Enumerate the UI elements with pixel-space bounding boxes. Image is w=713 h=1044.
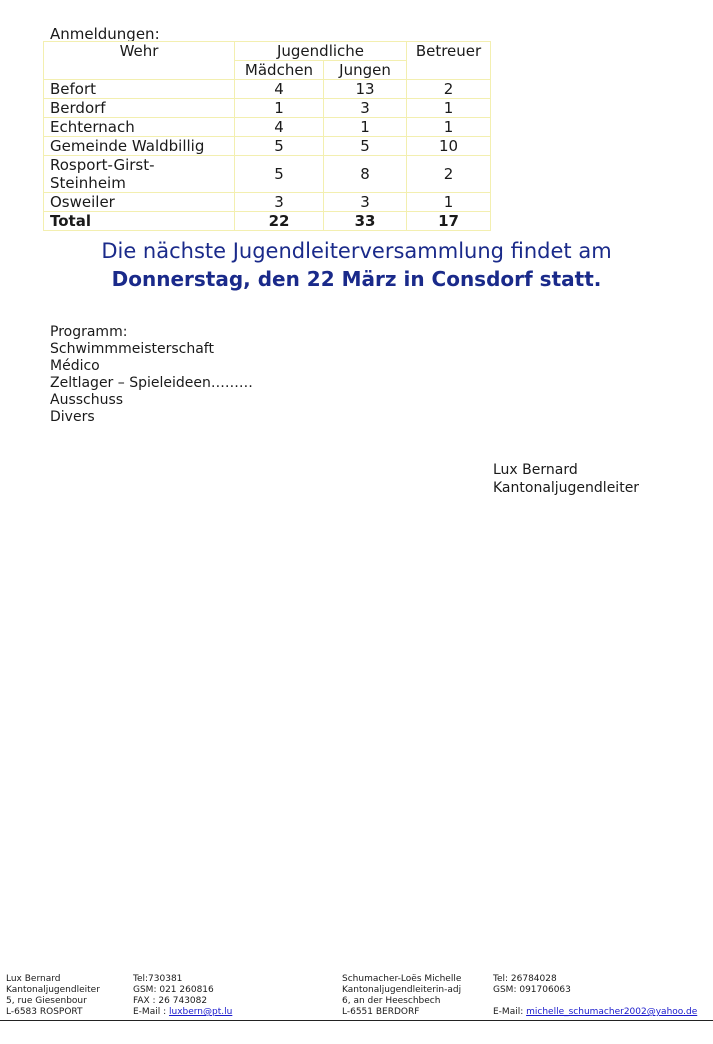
- footer-divider: [0, 1020, 713, 1021]
- program-section: [50, 324, 253, 426]
- cell-jungen: 3: [324, 193, 407, 212]
- cell-jungen: 1: [324, 118, 407, 137]
- cell-betreuer: 1: [407, 193, 491, 212]
- footer-left-city: L-6583 ROSPORT: [6, 1007, 83, 1017]
- cell-wehr: Rosport-Girst-Steinheim: [44, 156, 235, 193]
- cell-maedchen: 4: [235, 80, 324, 99]
- header-betreuer: Betreuer: [407, 42, 491, 80]
- program-item: Divers: [50, 409, 95, 425]
- footer-right-street: 6, an der Heeschbech: [342, 996, 441, 1006]
- cell-maedchen: 5: [235, 156, 324, 193]
- cell-maedchen: 3: [235, 193, 324, 212]
- footer-right-address: [342, 974, 461, 1018]
- program-item: Ausschuss: [50, 392, 124, 408]
- footer-left-fax: FAX : 26 743082: [133, 996, 208, 1006]
- footer-left-email-link[interactable]: luxbern@pt.lu: [168, 1007, 233, 1017]
- table-total-row: [44, 212, 491, 231]
- cell-jungen: 8: [324, 156, 407, 193]
- cell-wehr: Osweiler: [44, 193, 235, 212]
- footer-left-email-label: E-Mail :: [133, 1007, 169, 1017]
- program-item: Zeltlager – Spieleideen………: [50, 375, 253, 391]
- cell-total-jungen: 33: [324, 212, 407, 231]
- cell-wehr: Berdorf: [44, 99, 235, 118]
- cell-betreuer: 1: [407, 99, 491, 118]
- meeting-announcement: [0, 237, 713, 293]
- cell-maedchen: 5: [235, 137, 324, 156]
- header-wehr: Wehr: [44, 42, 235, 80]
- cell-total-maedchen: 22: [235, 212, 324, 231]
- cell-betreuer: 2: [407, 80, 491, 99]
- table-row: [44, 80, 491, 99]
- registrations-heading: Anmeldungen:: [50, 25, 160, 43]
- footer-right-spacer: [493, 996, 697, 1007]
- cell-total-label: Total: [44, 212, 235, 231]
- cell-maedchen: 1: [235, 99, 324, 118]
- table-row: [44, 99, 491, 118]
- program-heading: Programm:: [50, 324, 128, 340]
- program-item: Schwimmmeisterschaft: [50, 341, 214, 357]
- cell-betreuer: 10: [407, 137, 491, 156]
- footer-right-email-line: [493, 1007, 697, 1018]
- footer-left-contact: [133, 974, 232, 1018]
- footer-left-tel: Tel:730381: [133, 974, 183, 984]
- cell-wehr: Gemeinde Waldbillig: [44, 137, 235, 156]
- program-item: Médico: [50, 358, 100, 374]
- table-row: [44, 156, 491, 193]
- announcement-line-2: Donnerstag, den 22 März in Consdorf statt.: [111, 267, 602, 291]
- footer-left-name: Lux Bernard: [6, 974, 61, 984]
- cell-wehr: Befort: [44, 80, 235, 99]
- footer-right-title: Kantonaljugendleiterin-adj: [342, 985, 462, 995]
- cell-betreuer: 1: [407, 118, 491, 137]
- registrations-table: [43, 41, 491, 231]
- footer-right-city: L-6551 BERDORF: [342, 1007, 420, 1017]
- signature-name: Lux Bernard: [493, 462, 578, 478]
- footer-right-email-label: E-Mail:: [493, 1007, 527, 1017]
- table-row: [44, 118, 491, 137]
- footer-left-gsm: GSM: 021 260816: [133, 985, 214, 995]
- cell-jungen: 13: [324, 80, 407, 99]
- header-maedchen: Mädchen: [235, 61, 324, 80]
- footer-right-contact: [493, 974, 697, 1018]
- cell-maedchen: 4: [235, 118, 324, 137]
- signature-title: Kantonaljugendleiter: [493, 480, 640, 496]
- footer-right-email-link[interactable]: michelle_schumacher2002@yahoo.de: [526, 1007, 698, 1017]
- header-jungen: Jungen: [324, 61, 407, 80]
- footer-left-title: Kantonaljugendleiter: [6, 985, 100, 995]
- footer-right-tel: Tel: 26784028: [493, 974, 557, 984]
- table-row: [44, 137, 491, 156]
- signature-block: [493, 461, 639, 497]
- footer-right-name: Schumacher-Loës Michelle: [342, 974, 462, 984]
- table-header-row: [44, 42, 491, 61]
- footer-left-street: 5, rue Giesenbour: [6, 996, 87, 1006]
- cell-betreuer: 2: [407, 156, 491, 193]
- footer-left-email-line: [133, 1007, 232, 1018]
- cell-wehr: Echternach: [44, 118, 235, 137]
- cell-total-betreuer: 17: [407, 212, 491, 231]
- footer-left-address: [6, 974, 100, 1018]
- footer-right-gsm: GSM: 091706063: [493, 985, 571, 995]
- cell-jungen: 3: [324, 99, 407, 118]
- table-row: [44, 193, 491, 212]
- cell-jungen: 5: [324, 137, 407, 156]
- header-jugendliche: Jugendliche: [235, 42, 407, 61]
- announcement-line-1: Die nächste Jugendleiterversammlung findet am: [101, 239, 612, 263]
